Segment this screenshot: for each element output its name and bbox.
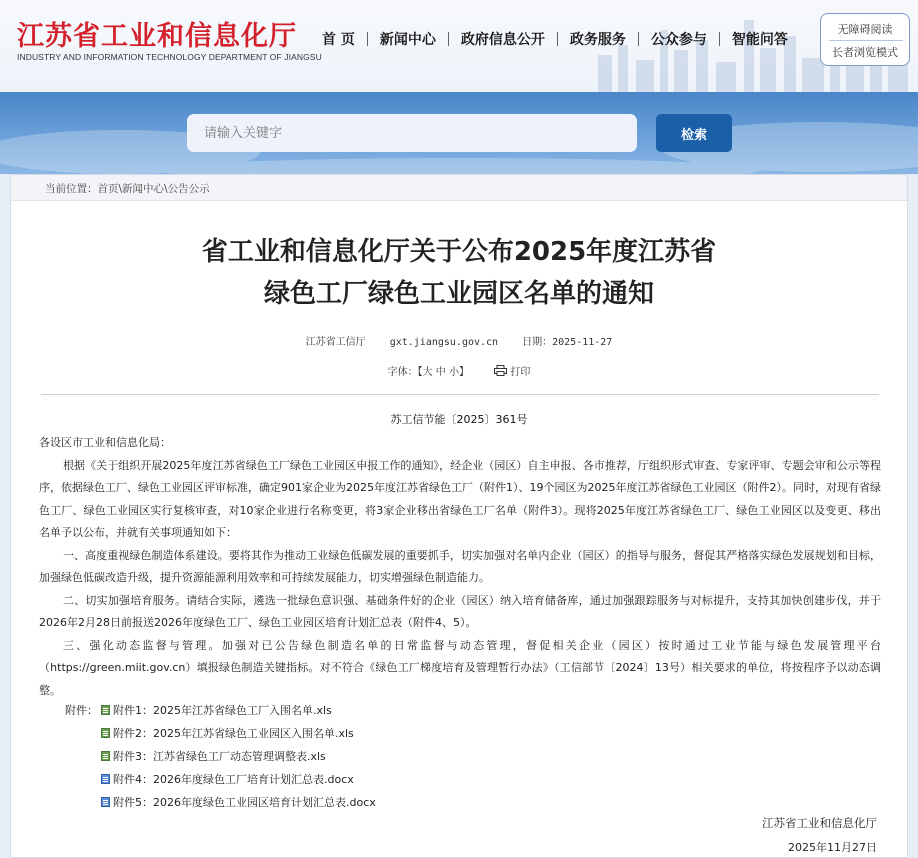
paragraph-item-1: 一、高度重视绿色制造体系建设。要将其作为推动工业绿色低碳发展的重要抓手，切实加强对名单内企业（园区）的指导与服务，督促其严格落实绿色发展规划和目标，加强绿色低碳改造升级，提升资源能源利用效率和可持续发展能力，切实增强绿色制造能力。: [39, 548, 881, 584]
attachment-text[interactable]: 附件3：江苏省绿色工厂动态管理调整表.xls: [113, 750, 326, 763]
salutation: 各设区市工业和信息化局：: [39, 436, 171, 449]
accessibility-divider: [829, 40, 903, 41]
elder-mode-link[interactable]: 长者浏览模式: [832, 46, 898, 59]
article-site: gxt.jiangsu.gov.cn: [389, 337, 499, 348]
signature: 江苏省工业和信息化厅: [762, 816, 877, 830]
article-source: 江苏省工信厅: [305, 337, 366, 348]
attachment-link-4[interactable]: [101, 771, 354, 787]
docx-file-icon: [101, 797, 110, 807]
article-title-line2: 绿色工厂绿色工业园区名单的通知: [263, 279, 654, 309]
nav-public[interactable]: 公众参与: [650, 32, 707, 48]
nav-qa[interactable]: 智能问答: [731, 32, 788, 48]
attachment-text[interactable]: 附件5：2026年度绿色工业园区培育计划汇总表.docx: [113, 796, 376, 809]
nav-services[interactable]: 政务服务: [569, 32, 626, 48]
site-header: [0, 0, 918, 92]
accessible-reading-link[interactable]: 无障碍阅读: [837, 23, 893, 36]
site-logo-subtitle: INDUSTRY AND INFORMATION TECHNOLOGY DEPARTMENT OF JIANGSU: [17, 52, 322, 62]
paragraph-intro: 根据《关于组织开展2025年度江苏省绿色工厂绿色工业园区申报工作的通知》，经企业（园区）自主申报、各市推荐，厅组织形式审查、专家评审、专题会审和公示等程序，依据绿色工厂、绿色工业园区评审标准，确定901家企业为2025年度江苏省绿色工厂（附件1）、19个园区为2025年度江苏省绿色工业园区（附件2）。同时，对现有省绿色工厂、绿色工业园区实行复核审查，对10家企业进行名称变更，将3家企业移出省绿色工厂名单（附件3）。现将2025年度江苏省绿色工厂、绿色工业园区以及变更、移出名单予以公布，并就有关事项通知如下：: [39, 458, 881, 539]
print-button[interactable]: [494, 367, 530, 378]
search-input[interactable]: [187, 114, 637, 152]
printer-icon: [494, 365, 507, 376]
font-size-options[interactable]: 字体：【大 中 小】: [387, 367, 469, 378]
paragraph-item-3: 三、强化动态监督与管理。加强对已公告绿色制造名单的日常监督与动态管理，督促相关企业（园区）按时通过工业节能与绿色发展管理平台（https://green.miit.gov.cn）填报绿色制造关键指标。对不符合《绿色工厂梯度培育及管理暂行办法》（工信部节〔2024〕13号）相关要求的单位，将按程序予以动态调整。: [39, 638, 881, 697]
article-body: [39, 432, 881, 702]
xls-file-icon: [101, 705, 110, 715]
search-banner: [0, 92, 918, 174]
attachment-text[interactable]: 附件1：2025年江苏省绿色工厂入围名单.xls: [113, 704, 332, 717]
attachment-text[interactable]: 附件2：2025年江苏省绿色工业园区入围名单.xls: [113, 727, 354, 740]
xls-file-icon: [101, 751, 110, 761]
docx-file-icon: [101, 774, 110, 784]
signature-date: 2025年11月27日: [788, 841, 877, 854]
attachments-label: 附件：: [65, 704, 98, 717]
article-date: 日期：2025-11-27: [522, 337, 613, 348]
print-label: 打印: [510, 367, 531, 378]
nav-gov-info[interactable]: 政府信息公开: [460, 32, 545, 48]
attachment-link-3[interactable]: [101, 748, 326, 764]
attachment-link-1[interactable]: [101, 702, 332, 718]
attachment-link-2[interactable]: [101, 725, 354, 741]
main-nav: [310, 29, 800, 49]
document-number: 苏工信节能〔2025〕361号: [390, 413, 528, 426]
search-button[interactable]: 检索: [656, 114, 732, 152]
breadcrumb-label: 当前位置：: [45, 183, 98, 195]
nav-home[interactable]: 首 页: [322, 32, 355, 48]
attachment-link-5[interactable]: [101, 794, 376, 810]
attachment-text[interactable]: 附件4：2026年度绿色工厂培育计划汇总表.docx: [113, 773, 354, 786]
nav-news[interactable]: 新闻中心: [379, 32, 436, 48]
accessibility-panel: [820, 13, 910, 66]
article-title: [11, 231, 907, 315]
article-panel: [10, 174, 908, 858]
meta-divider: [41, 394, 879, 395]
font-size-bar: [11, 363, 907, 378]
breadcrumb: [11, 175, 907, 201]
paragraph-item-2: 二、切实加强培育服务。请结合实际，遴选一批绿色意识强、基础条件好的企业（园区）纳入培育储备库，通过加强跟踪服务与对标提升，支持其加快创建步伐，并于2026年2月28日前报送2026年度绿色工厂、绿色工业园区培育计划汇总表（附件4、5）。: [39, 593, 881, 629]
article-title-line1: 省工业和信息化厅关于公布2025年度江苏省: [201, 237, 717, 267]
site-logo-title[interactable]: 江苏省工业和信息化厅: [17, 21, 297, 52]
xls-file-icon: [101, 728, 110, 738]
breadcrumb-path[interactable]: 首页\新闻中心\公告公示: [97, 183, 210, 195]
article-meta: [11, 333, 907, 348]
